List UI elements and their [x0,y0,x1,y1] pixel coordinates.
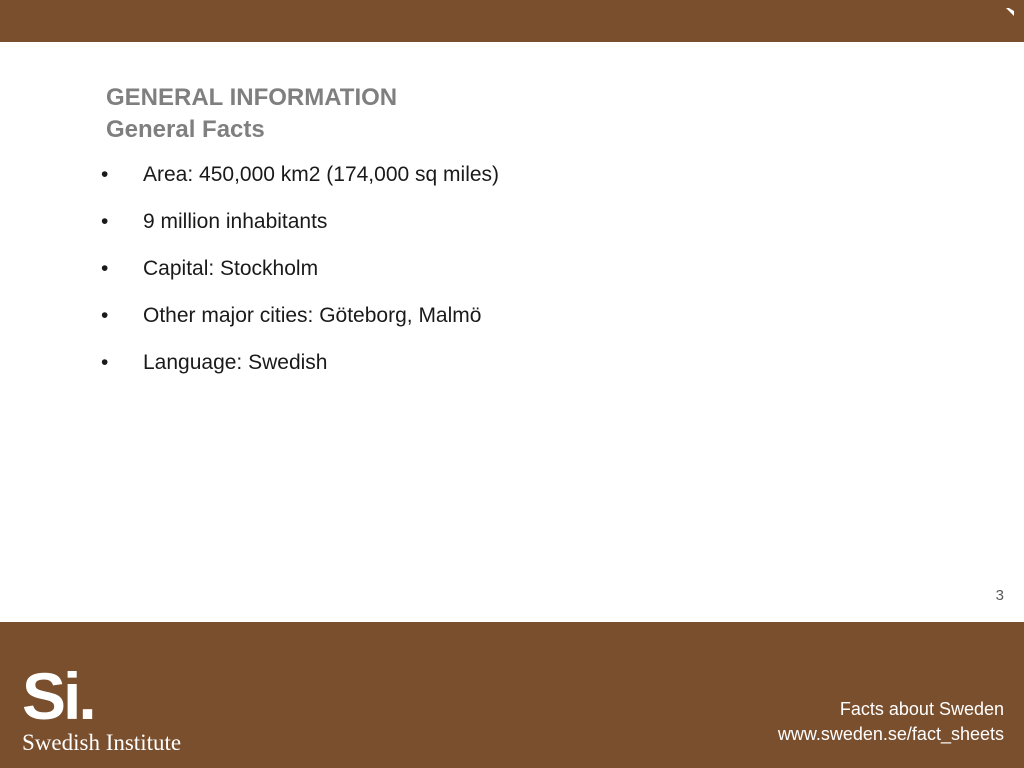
swedish-institute-logo [22,659,182,756]
logo-mark: Si. [22,659,94,733]
logo-name: Swedish Institute [22,730,182,755]
footer-url[interactable]: www.sweden.se/fact_sheets [777,724,1004,744]
footer-banner [0,622,1024,768]
fact-capital: Capital: Stockholm [143,257,319,280]
page-number: 3 [995,587,1004,604]
bullet-marker: • [101,351,109,374]
footer-info [778,697,1004,747]
corner-arrow-icon [1006,8,1014,16]
bullet-marker: • [101,304,109,327]
fact-cities: Other major cities: Göteborg, Malmö [143,304,482,327]
bullet-marker: • [101,257,109,280]
footer-title: Facts about Sweden [839,699,1004,719]
page-title: General Facts [106,116,265,143]
fact-language: Language: Swedish [143,351,328,374]
bullet-marker: • [101,163,109,186]
section-title: GENERAL INFORMATION [106,84,398,111]
bullet-marker: • [101,210,109,233]
top-banner [0,0,1024,42]
fact-population: 9 million inhabitants [143,210,328,233]
slide-heading [106,82,397,146]
fact-area: Area: 450,000 km2 (174,000 sq miles) [143,163,500,186]
